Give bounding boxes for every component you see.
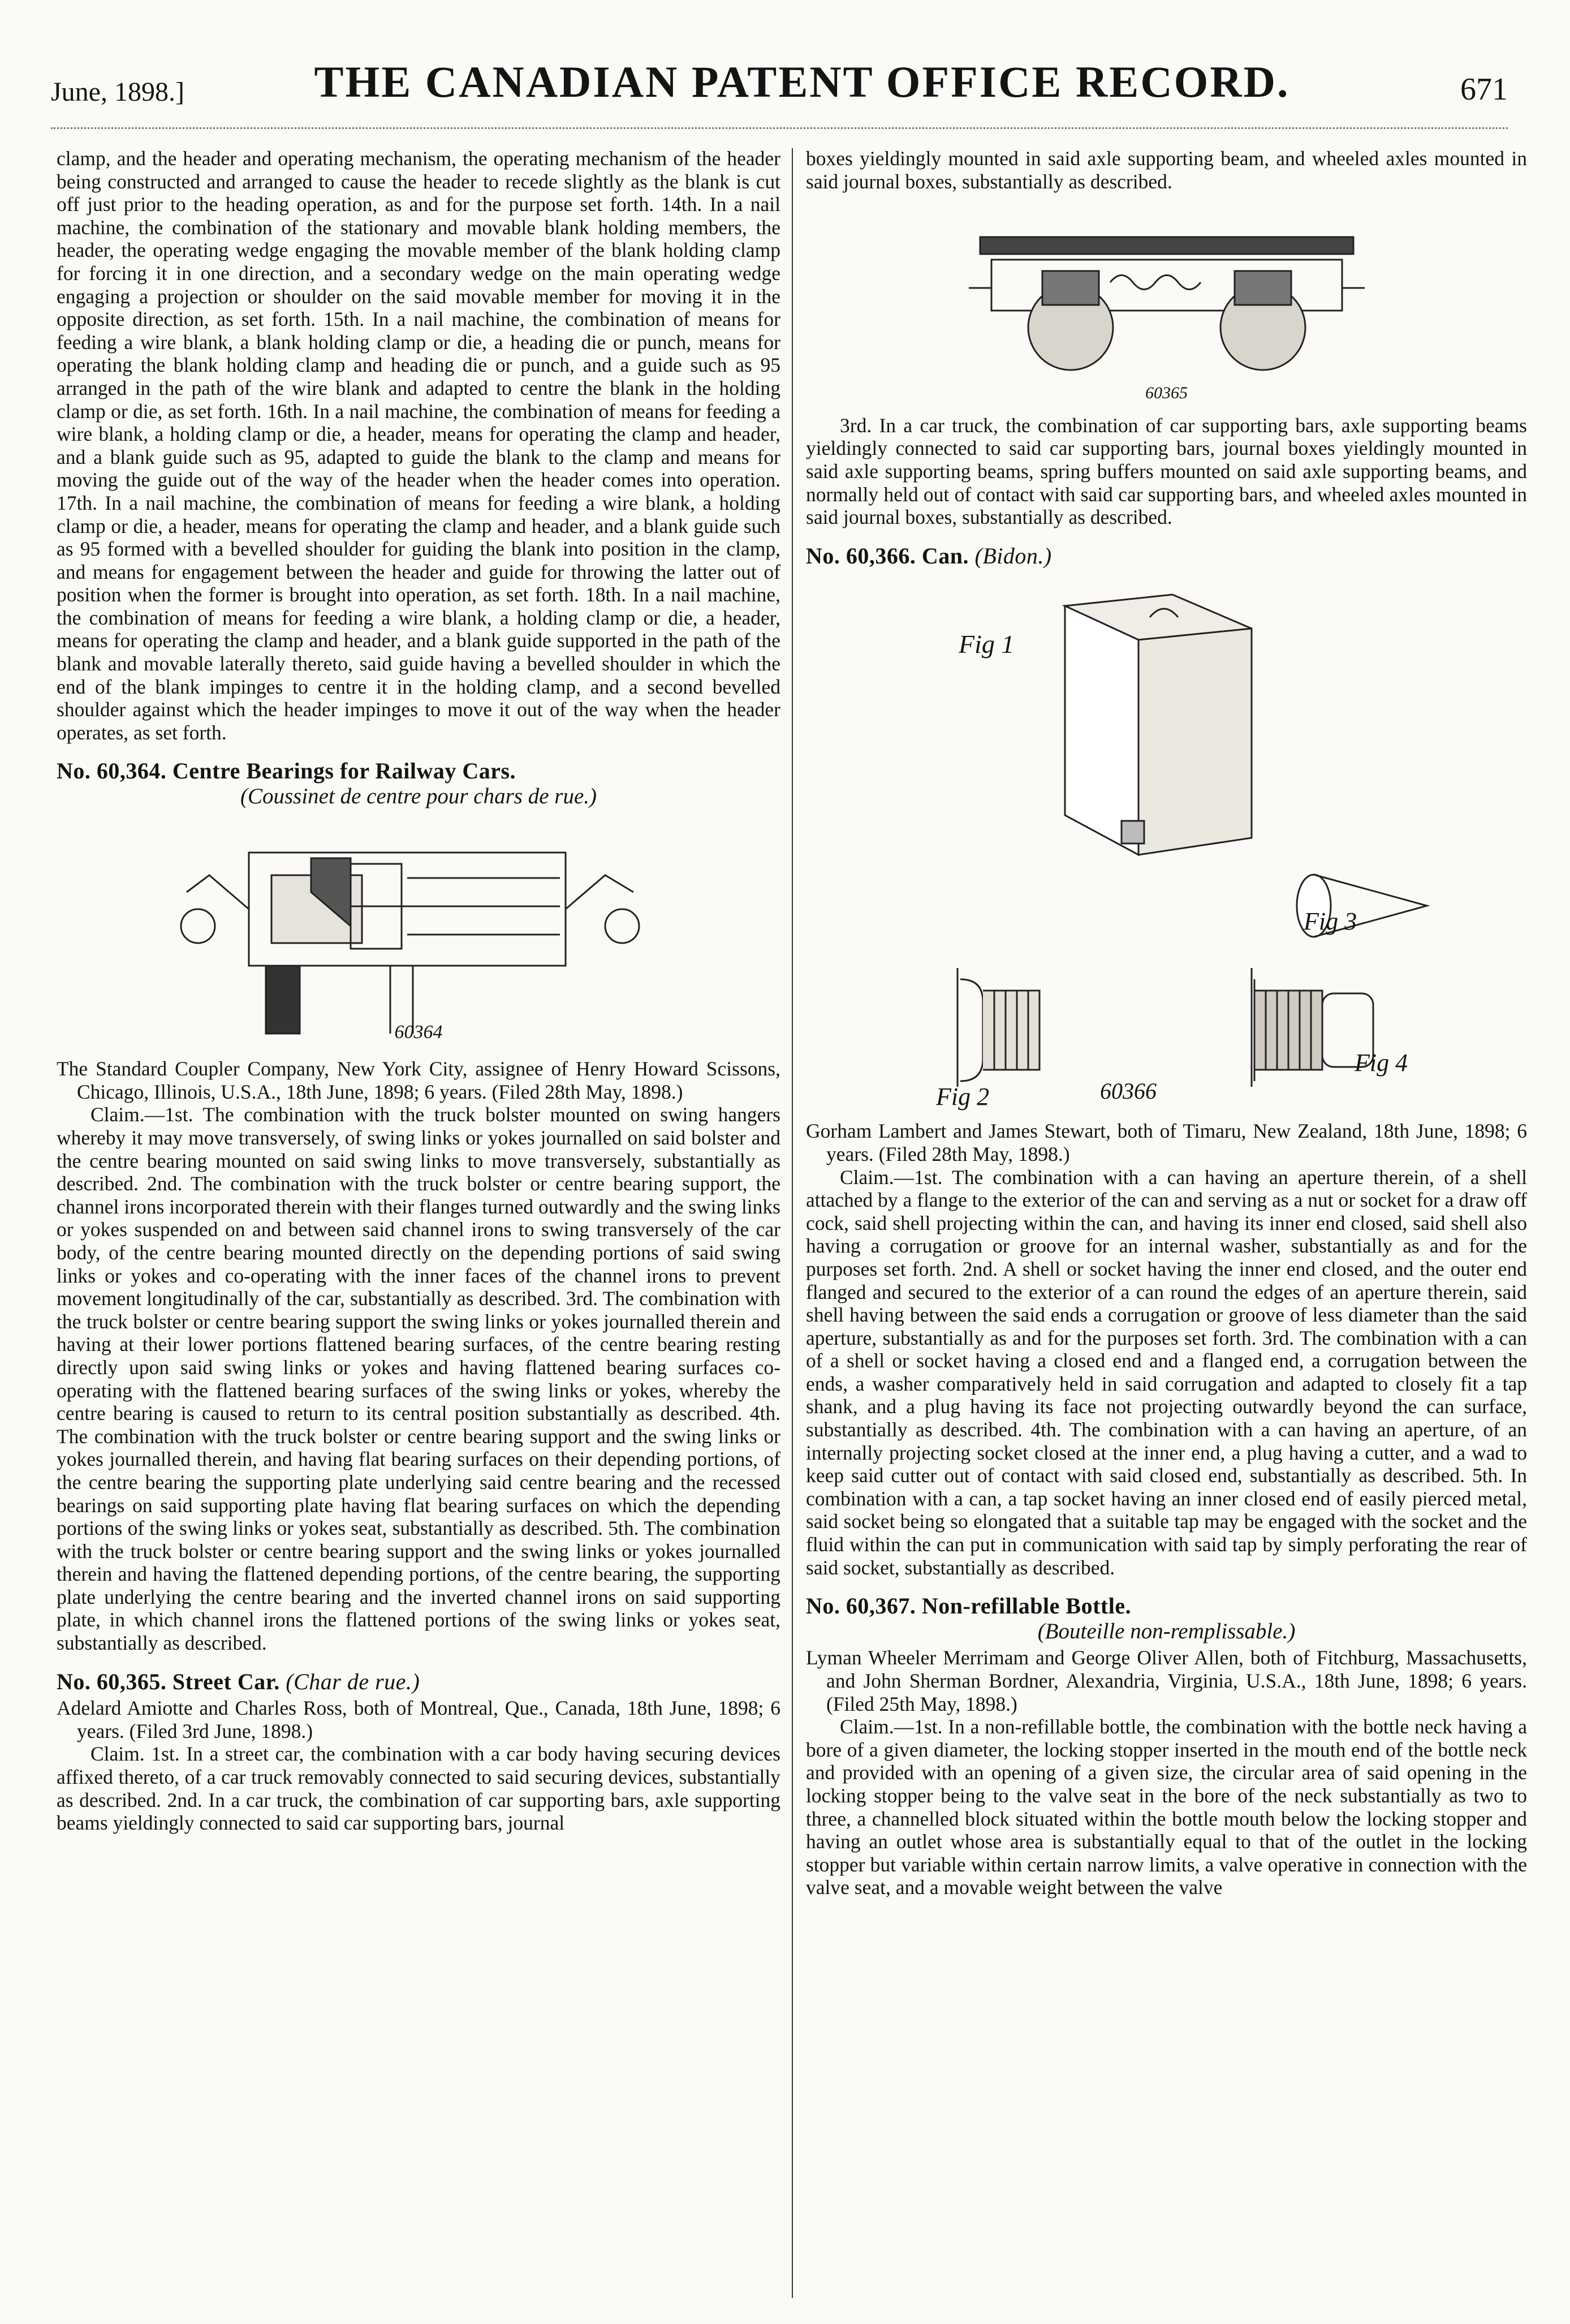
figure-number: 60364 [394, 1021, 443, 1043]
claims: 3rd. In a car truck, the combination of car supporting bars, axle supporting beams yieldingly connected to said car supporting bars, journal boxes yieldingly mounted in said axle supporting beams, spring buffers mounted on said axle supporting beams, and normally held out of contact with said car supporting bars, and wheeled axles mounted in said journal boxes, substantially as described. [806, 414, 1527, 529]
patentee: The Standard Coupler Company, New York City, assignee of Henry Howard Scissons, Chicago, Illinois, U.S.A., 18th June, 1898; 6 years. (Filed 28th May, 1898.) [57, 1057, 780, 1103]
header-rule [51, 127, 1508, 129]
claims: Claim.—1st. The combination with the truck bolster mounted on swing hangers whereby it may move transversely, of swing links or yokes journalled on said bolster and the centre bearing mounted on said swing links to move transversely, substantially as described. 2nd. The combination with the truck bolster or centre bearing support, the channel irons incorporated therein with their flanges turned outwardly and the swing links or yokes suspended on and between said channel irons to swing transversely of the car body, of the centre bearing mounted directly on the depending portions of said swing links or yokes and co-operating with the inner faces of the channel irons to prevent movement longitudinally of the car, substantially as described. 3rd. The combination with the truck bolster or centre bearing support the swing links or yokes journalled therein and having at their lower portions flattened bearing surfaces, of the centre bearing resting directly upon said swing links or yokes and having flattened bearing surfaces co-operating with the flattened bearing surfaces of the swing links or yokes, whereby the centre bearing is caused to return to its central position substantially as described. 4th. The combination with the truck bolster or centre bearing support and the swing links or yokes journalled therein, and having flat bearing surfaces on their depending portions, of the centre bearing the supporting plate underlying said centre bearing and the recessed bearings on said supporting plate having flat bearing surfaces on which the depending portions of the swing links or yokes seat, substantially as described. 5th. The combination with the truck bolster or centre bearing support and the swing links or yokes journalled therein and having the flattened depending portions, of the centre bearing, the supporting plate underlying the centre bearing and the inverted channel irons on said supporting plate, in which channel irons the flattened portions of the swing links or yokes seat, substantially as described. [57, 1103, 780, 1655]
patent-subtitle: (Coussinet de centre pour chars de rue.) [240, 784, 597, 809]
fig3-label: Fig 3 [1304, 907, 1357, 936]
journal-title: THE CANADIAN PATENT OFFICE RECORD. [314, 57, 1290, 106]
patent-title: Centre Bearings for Railway Cars. [172, 758, 516, 784]
patentee: Gorham Lambert and James Stewart, both of Timaru, New Zealand, 18th June, 1898; 6 years. (Filed 28th May, 1898.) [806, 1120, 1527, 1165]
issue-date: June, 1898.] [51, 77, 184, 107]
patent-title: Non-refillable Bottle. [921, 1593, 1132, 1619]
claims: Claim. 1st. In a street car, the combination with a car body having securing devices affixed thereto, of a car truck removably connected to said securing devices, substantially as described. 2nd. In a car truck, the combination of car supporting bars, axle supporting beams yieldingly connected to said car supporting bars, journal [57, 1742, 780, 1835]
patent-number: No. 60,366. [806, 543, 916, 569]
patent-subtitle: (Char de rue.) [286, 1668, 420, 1694]
fig1-label: Fig 1 [959, 630, 1015, 659]
car-truck-figure [912, 197, 1421, 390]
patentee: Adelard Amiotte and Charles Ross, both of Montreal, Que., Canada, 18th June, 1898; 6 years. (Filed 3rd June, 1898.) [57, 1697, 780, 1742]
patent-subtitle: (Bouteille non-remplissable.) [1037, 1619, 1296, 1643]
patent-number: No. 60,367. [806, 1593, 916, 1619]
patent-title: Street Car. [172, 1668, 280, 1694]
patent-heading-60366 [806, 545, 1527, 568]
centre-bearing-figure [164, 813, 673, 1039]
patent-heading-60365 [57, 1668, 780, 1694]
patent-heading-60367 [806, 1595, 1527, 1618]
can-figures [856, 572, 1478, 1115]
figure-number: 60365 [1145, 384, 1188, 403]
claims: Claim.—1st. In a non-refillable bottle, the combination with the bottle neck having a bore of a given diameter, the locking stopper inserted in the mouth end of the bottle neck and provided with an opening of a given size, the circular area of said opening in the locking stopper being to the valve seat in the bore of the neck substantially as two to three, a channelled block situated within the bottle mouth below the locking stopper and having an outlet whose area is substantially equal to that of the outlet in the locking stopper but variable within certain narrow limits, a valve operative in connection with the valve seat, and a movable weight between the valve [806, 1715, 1527, 1899]
patent-subtitle: (Bidon.) [974, 543, 1052, 569]
patent-heading-60364 [57, 760, 780, 783]
patent-number: No. 60,364. [57, 758, 167, 784]
continuation-text: boxes yieldingly mounted in said axle supporting beam, and wheeled axles mounted in said journal boxes, substantially as described. [806, 147, 1527, 193]
right-column [806, 147, 1527, 1899]
left-column [57, 147, 780, 1835]
page-header [51, 40, 1508, 107]
fig4-label: Fig 4 [1355, 1049, 1408, 1077]
patent-title: Can. [921, 543, 969, 569]
patent-number: No. 60,365. [57, 1668, 167, 1694]
figure-number: 60366 [1100, 1078, 1157, 1104]
page-number: 671 [1460, 72, 1508, 107]
continuation-text: clamp, and the header and operating mechanism, the operating mechanism of the header being constructed and arranged to cause the header to recede slightly as the blank is cut off just prior to the heading operation, as and for the purpose set forth. 14th. In a nail machine, the combination of the stationary and movable blank holding members, the header, the operating wedge engaging the movable member of the blank holding clamp for forcing it in one direction, and a secondary wedge on the main operating wedge engaging a projection or shoulder on the said movable member for moving it in the opposite direction, as set forth. 15th. In a nail machine, the combination of means for feeding a wire blank, a blank holding clamp or die, a heading die or punch, means for operating the blank holding clamp and heading die or punch, and a guide such as 95 arranged in the path of the wire blank and adapted to centre the blank in the holding clamp or die, as set forth. 16th. In a nail machine, the combination of means for feeding a wire blank, a holding clamp or die, a header, means for operating the clamp and header, and a blank guide such as 95, adapted to guide the blank to the clamp and means for moving the guide out of the way of the header when the header comes into operation. 17th. In a nail machine, the combination of means for feeding a wire blank, a holding clamp or die, a header, means for operating the clamp and header, and a blank guide such as 95 formed with a bevelled shoulder for guiding the blank into position in the clamp, and means for engagement between the header and guide for throwing the latter out of position when the former is brought into operation, as set forth. 18th. In a nail machine, the combination of means for feeding a wire blank, a holding clamp or die, a header, means for operating the clamp and header, and a blank guide supported in the path of the blank and movable laterally thereto, said guide having a bevelled shoulder in which the end of the blank impinges to centre it in the holding clamp, and a second bevelled shoulder against which the header impinges to move it out of the way when the header operates, as set forth. [57, 147, 780, 744]
fig2-label: Fig 2 [936, 1083, 990, 1111]
patentee: Lyman Wheeler Merrimam and George Oliver Allen, both of Fitchburg, Massachusetts, and John Sherman Bordner, Alexandria, Virginia, U.S.A., 18th June, 1898; 6 years. (Filed 25th May, 1898.) [806, 1646, 1527, 1715]
claims: Claim.—1st. The combination with a can having an aperture therein, of a shell attached by a flange to the exterior of the can and serving as a nut or socket for a draw off cock, said shell projecting within the can, and having its inner end closed, said shell also having a corrugation or groove for an internal washer, substantially as and for the purposes set forth. 2nd. A shell or socket having the inner end closed, and the outer end flanged and secured to the exterior of a can round the edges of an aperture therein, said shell having between the said ends a corrugation or groove of less diameter than the said aperture, substantially as and for the purposes set forth. 3rd. The combination with a can of a shell or socket having a closed end and a flanged end, a corrugation between the ends, a washer comparatively held in said corrugation and adapted to closely fit a tap shank, and a plug having its face not projecting outwardly beyond the can surface, substantially as described. 4th. The combination with a can having an aperture, of an internally projecting socket closed at the inner end, a plug having a cutter, and a wad to keep said cutter out of contact with said closed end, substantially as described. 5th. In combination with a can, a tap socket having an inner closed end of easily pierced metal, said socket being so elongated that a suitable tap may be engaged with the socket and the fluid within the can put in communication with said tap by simply perforating the rear of said socket, substantially as described. [806, 1165, 1527, 1579]
column-divider [792, 148, 793, 2298]
